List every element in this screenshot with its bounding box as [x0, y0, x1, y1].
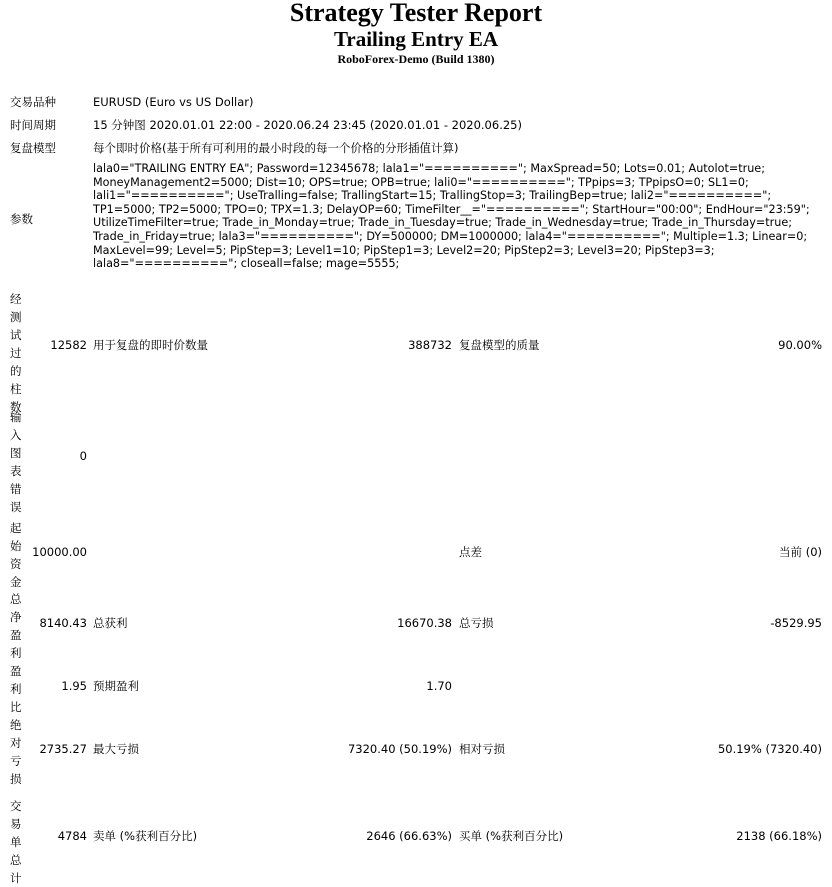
spread-label: 点差 — [459, 545, 482, 559]
abs-drawdown-label: 绝对亏损 — [10, 718, 22, 786]
short-trades-value: 2646 (66.63%) — [366, 829, 452, 843]
ticks-label: 用于复盘的即时价数量 — [93, 338, 208, 352]
server-build: RoboForex-Demo (Build 1380) — [337, 52, 495, 66]
short-trades-label: 卖单 (%获利百分比) — [93, 829, 198, 843]
quality-label: 复盘模型的质量 — [459, 338, 540, 352]
model-value: 每个即时价格(基于所有可利用的最小时段的每一个价格的分形插值计算) — [93, 141, 459, 155]
bars-tested-label: 经测试过的柱数 — [10, 292, 22, 414]
params-label: 参数 — [10, 212, 33, 226]
period-label: 时间周期 — [10, 118, 56, 132]
rel-drawdown-value: 50.19% (7320.40) — [717, 742, 822, 756]
symbol-label: 交易品种 — [10, 95, 56, 109]
gross-profit-value: 16670.38 — [397, 616, 452, 630]
total-trades-value: 4784 — [57, 829, 87, 843]
deposit-label: 起始资金 — [10, 521, 22, 589]
mismatch-value: 0 — [79, 449, 87, 463]
spread-value: 当前 (0) — [779, 545, 822, 559]
profit-factor-label: 盈利比 — [10, 664, 22, 714]
expected-payoff-label: 预期盈利 — [93, 679, 139, 693]
period-value: 15 分钟图 2020.01.01 22:00 - 2020.06.24 23:45 (2020.01.01 - 2020.06.25) — [93, 118, 522, 132]
long-trades-label: 买单 (%获利百分比) — [459, 829, 564, 843]
total-trades-label: 交易单总计 — [10, 799, 22, 885]
max-drawdown-value: 7320.40 (50.19%) — [347, 742, 452, 756]
model-label: 复盘模型 — [10, 141, 56, 155]
mismatch-label: 输入图表错误 — [10, 410, 22, 514]
expected-payoff-value: 1.70 — [426, 679, 452, 693]
deposit-value: 10000.00 — [32, 545, 87, 559]
gross-profit-label: 总获利 — [93, 616, 128, 630]
net-profit-value: 8140.43 — [39, 616, 87, 630]
gross-loss-value: -8529.95 — [770, 616, 822, 630]
symbol-value: EURUSD (Euro vs US Dollar) — [93, 95, 254, 109]
quality-value: 90.00% — [778, 338, 822, 352]
rel-drawdown-label: 相对亏损 — [459, 742, 505, 756]
long-trades-value: 2138 (66.18%) — [736, 829, 822, 843]
abs-drawdown-value: 2735.27 — [39, 742, 87, 756]
report-title: Strategy Tester Report — [289, 0, 543, 27]
max-drawdown-label: 最大亏损 — [93, 742, 139, 756]
profit-factor-value: 1.95 — [61, 679, 87, 693]
params-value: lala0="TRAILING ENTRY EA"; Password=12345678; lala1="=========="; MaxSpread=50; Lots=0.01; Autolot=true; MoneyManagement2=5000; Dist=10; OPS=true; OPB=true; lali0="=========="; TPpips=3; TPpipsO=0; SL1=0; lali1="=========="; UseTralling=false; TrallingStart=15; TrallingStop=3; TrailingBep=true; lali2="=========="; TP1=5000; TP2=5000; TPO=0; TPX=1.3; DelayOP=60; TimeFilter__="=========="; StartHour="00:00"; EndHour="23:59"; UtilizeTimeFilter=true; Trade_in_Monday=true; Trade_in_Tuesday=true; Trade_in_Wednesday=true; Trade_in_Thursday=true; Trade_in_Friday=true; lala3="=========="; DY=500000; DM=1000000; lala4="=========="; Multiple=1.3; Linear=0; MaxLevel=99; Level=5; PipStep=3; Level1=10; PipStep1=3; Level2=20; PipStep2=3; Level3=20; PipStep3=3; lala8="=========="; closeall=false; mage=5555; — [93, 162, 810, 271]
bars-tested-value: 12582 — [50, 338, 87, 352]
gross-loss-label: 总亏损 — [459, 616, 494, 630]
ticks-value: 388732 — [408, 338, 452, 352]
expert-name: Trailing Entry EA — [333, 27, 499, 51]
net-profit-label: 总净盈利 — [10, 592, 22, 660]
